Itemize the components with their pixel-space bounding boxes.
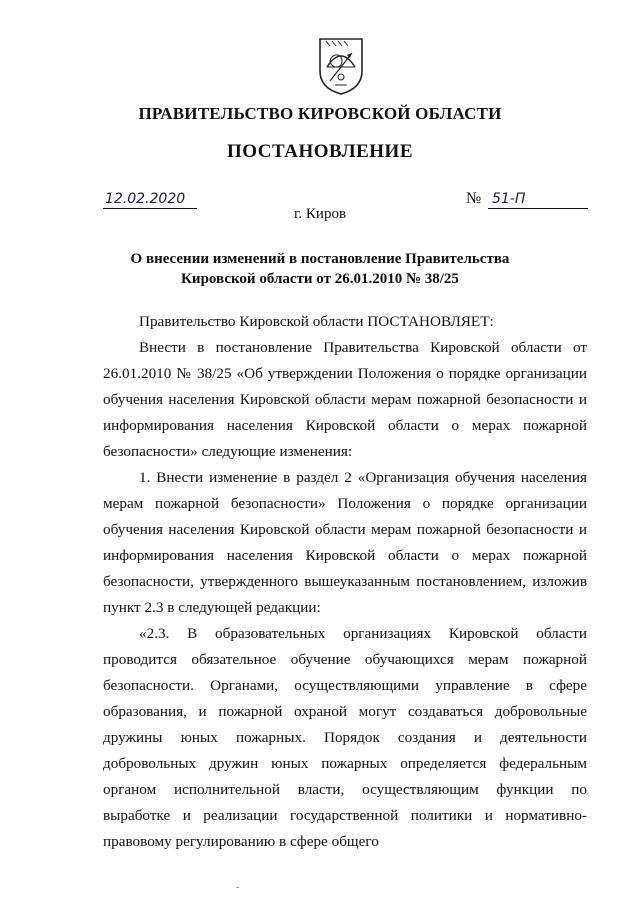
kirov-coat-of-arms-icon [318,37,364,95]
document-number: 51-П [488,190,588,209]
body-paragraph: «2.3. В образовательных организациях Кировской области проводится обязательное обучение обучающихся мерам пожарной безопасности. Органами, осуществляющими управление в сфере образования, и пожарной охраной могут создаваться добровольные дружины юных пожарных. Порядок создания и деятельности добровольных дружин юных пожарных определяется федеральным органом исполнительной власти, осуществляющим функции по выработке и реализации государственной политики и нормативно-правовому регулированию в сфере общего [103,625,587,850]
page-footer-mark: - [236,882,240,893]
body-paragraph: Внести в постановление Правительства Кировской области от 26.01.2010 № 38/25 «Об утверждении Положения о порядке организации обучения населения Кировской области мерам пожарной безопасности и информирования населения Кировской области о мерах пожарной безопасности» следующие изменения: [103,339,587,460]
document-body [103,309,587,855]
body-paragraph: Правительство Кировской области ПОСТАНОВЛЯЕТ: [139,313,494,330]
subject-line-1: О внесении изменений в постановление Правительства [130,251,510,267]
document-subject [0,249,640,289]
organization-title: ПРАВИТЕЛЬСТВО КИРОВСКОЙ ОБЛАСТИ [138,104,502,123]
number-label: № [466,190,482,207]
document-date: 12.02.2020 [103,190,197,209]
document-type-title: ПОСТАНОВЛЕНИЕ [226,141,414,162]
city-label: г. Киров [293,206,347,222]
subject-line-2: Кировской области от 26.01.2010 № 38/25 [181,271,459,287]
body-paragraph: 1. Внести изменение в раздел 2 «Организация обучения населения мерам пожарной безопасности» Положения о порядке организации обучения населения Кировской области мерам пожарной безопасности и информирования населения Кировской области о мерах пожарной безопасности, утвержденного вышеуказанным постановлением, изложив пункт 2.3 в следующей редакции: [103,469,587,616]
